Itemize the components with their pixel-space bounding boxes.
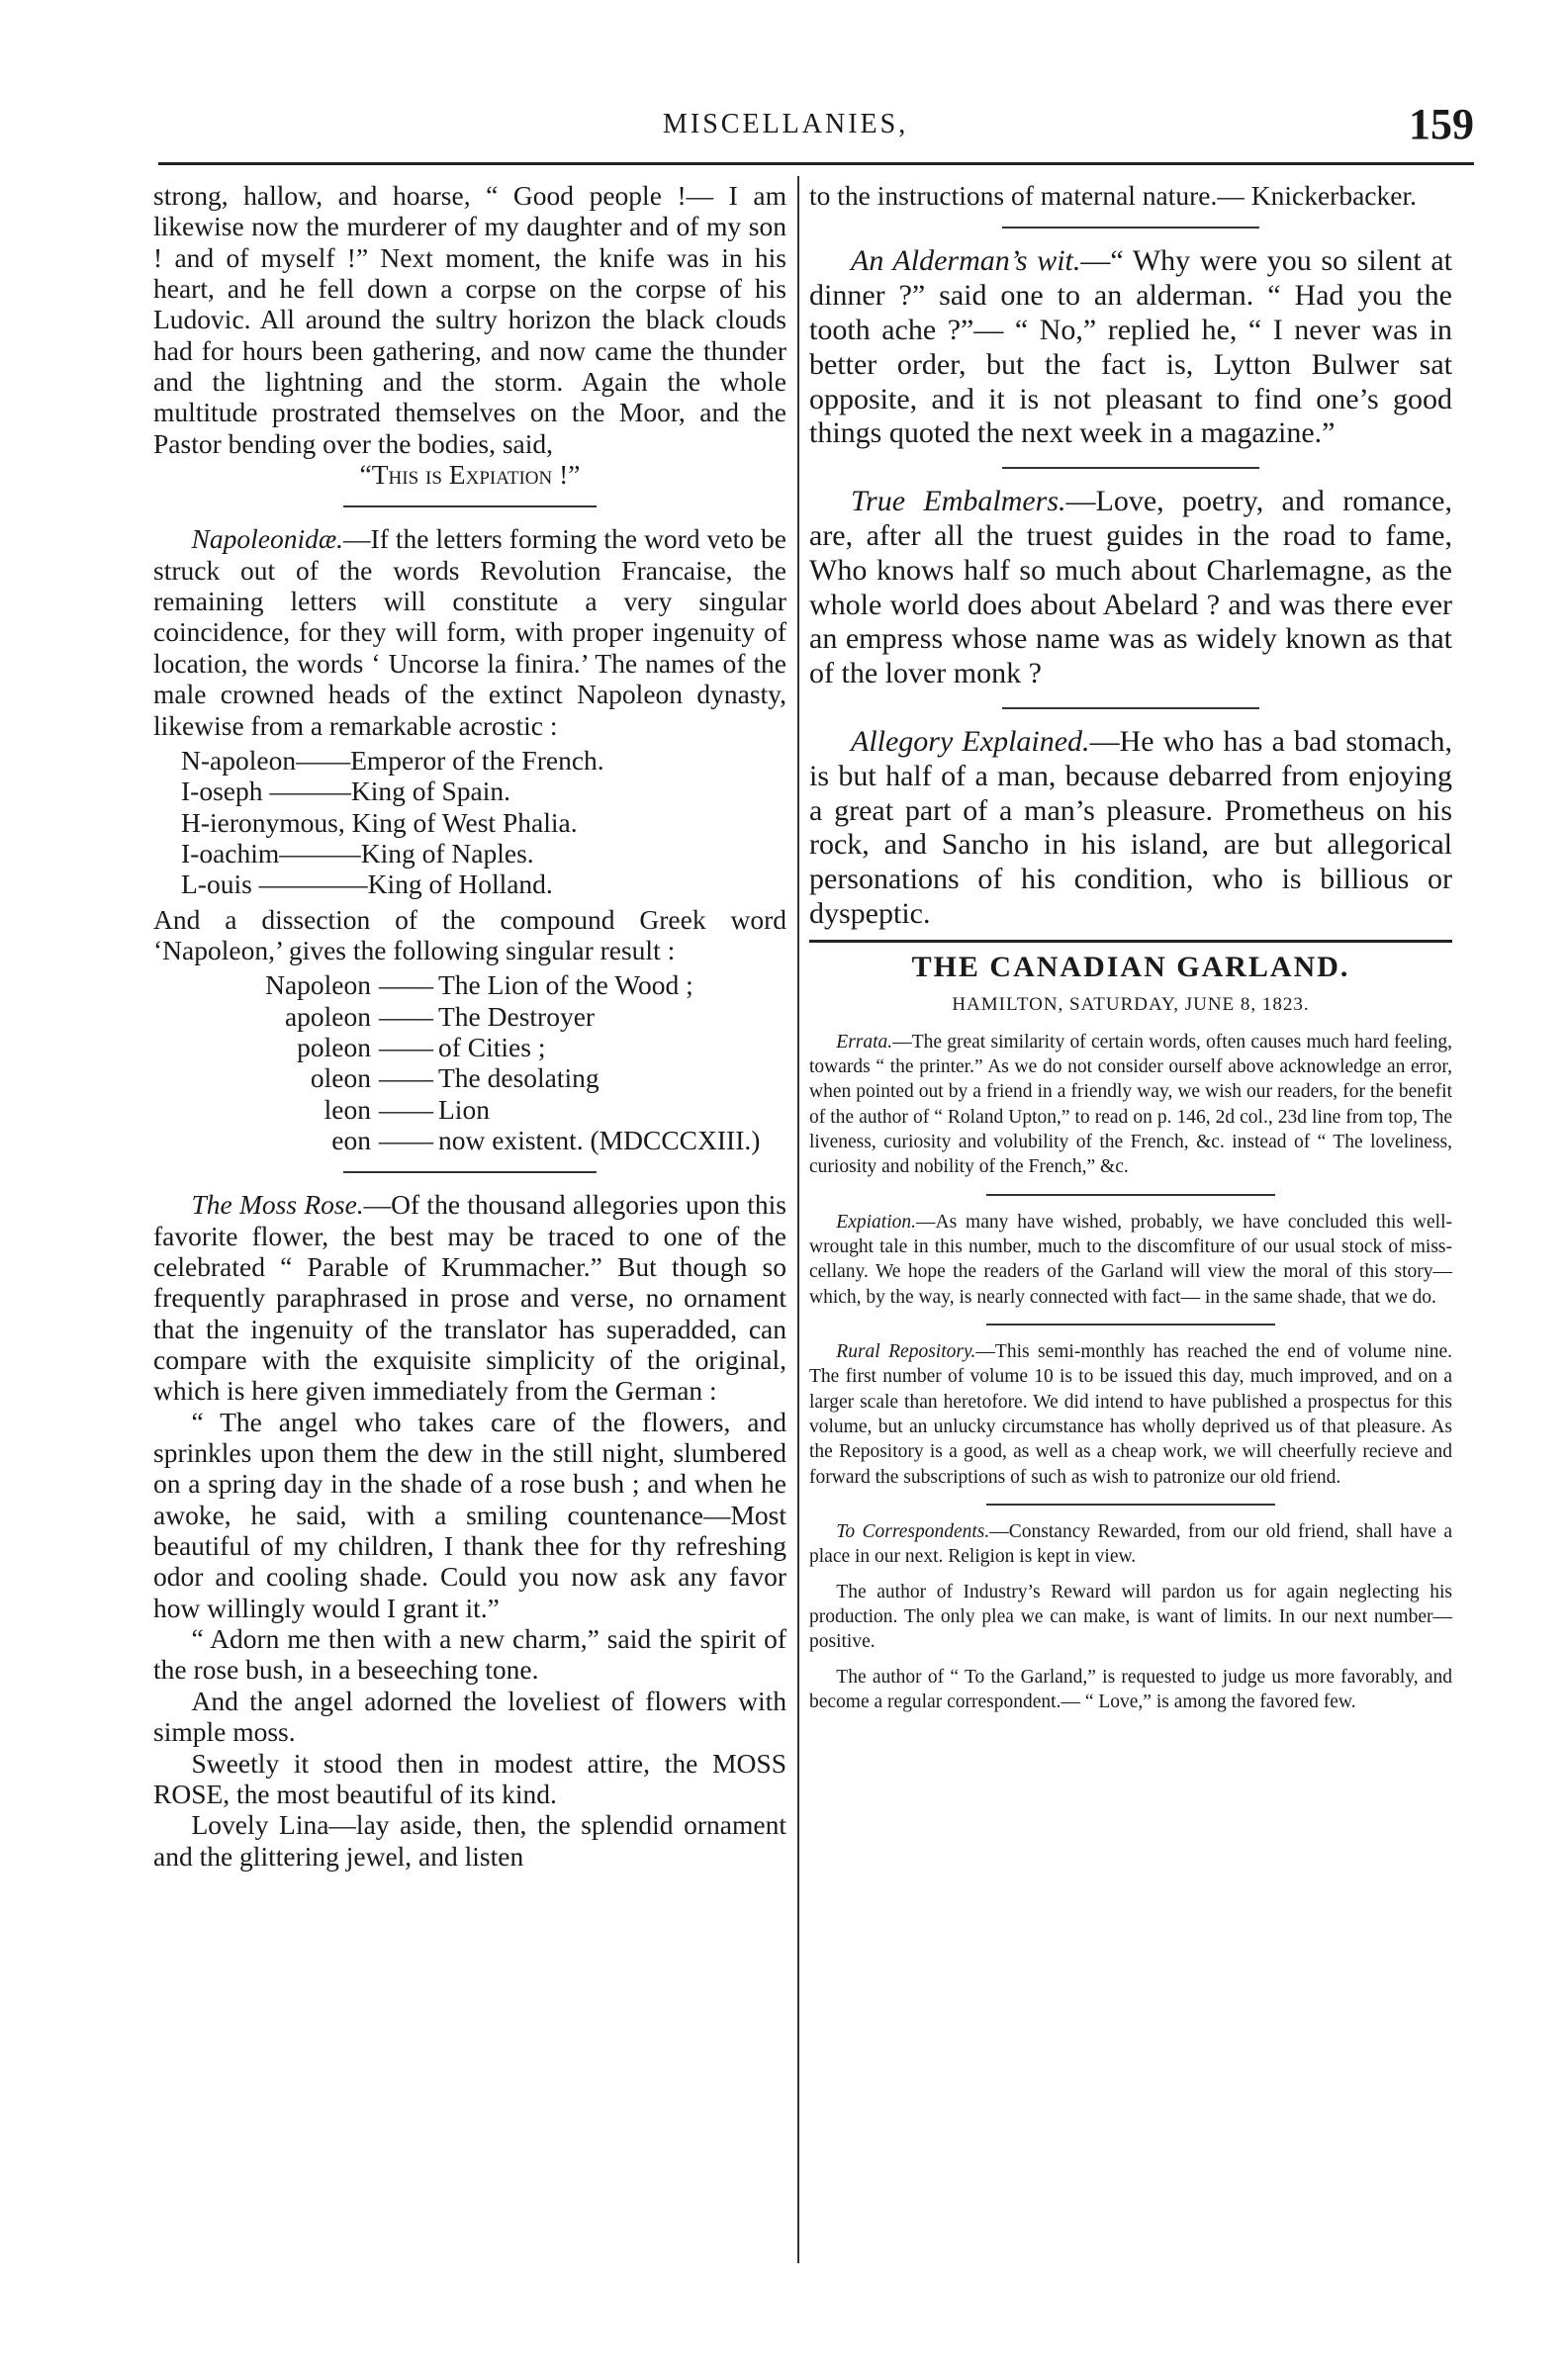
alderman-body: —“ Why were you so silent at dinner ?” said one to an alderman. “ Had you the tooth ache ?”— “ No,” replied he, “ I never was in better order, but the fact is, Lytton Bulwer sat opposite, and it is not pleasant to find one’s good things quoted the next week in a magazine.” [809,244,1452,450]
napoleonidae-article [153,523,786,740]
allegory-article [809,725,1452,932]
greek-meaning: The Lion of the Wood ; [438,969,693,1001]
greek-word: poleon [297,1031,371,1062]
errata-note [809,1030,1452,1180]
masthead [809,940,1452,1016]
moss-rose-paragraph: “ Adorn me then with a new charm,” said the spirit of the rose bush, in a beseeching tone. [153,1623,786,1686]
greek-meaning: Lion [438,1093,490,1125]
greek-row [183,1125,786,1155]
dash: —— [379,1000,433,1032]
greek-meaning: now existent. (MDCCCXIII.) [438,1124,761,1155]
allegory-body: —He who has a bad stomach, is but half of a man, because debarred from enjoying a great part of a man’s pleasure. Prometheus on his rock, and Sancho in his island, are but allegorical personations of his condition, who is billious or dyspeptic. [809,724,1452,930]
expiation-body: —As many have wished, probably, we have concluded this well-wrought tale in this number, much to the discomfiture of our usual stock of miss-cellany. We hope the readers of the Garland will view the moral of this story—which, by the way, is nearly connected with fact— in the same shade, that we do. [809,1211,1452,1308]
correspondents-paragraph: The author of “ To the Garland,” is requested to judge us more favorably, and become a regular correspondent.— “ Love,” is among the favored few. [809,1666,1452,1713]
correspondents-paragraph: The author of Industry’s Reward will pardon us for again neglecting his production. The only plea we can make, is want of limits. In our next number—positive. [809,1581,1452,1653]
moss-rose-title: The Moss Rose. [191,1189,364,1221]
acrostic-line: N-apoleon——Emperor of the French. [181,744,604,776]
moss-rose-paragraph: “ The angel who takes care of the flowers, and sprinkles upon them the dew in the still night, slumbered on a spring day in the shade of a rose bush ; and when he awoke, he said, with a smiling countenance—Most beautiful of my children, I thank thee for thy refreshing odor and cooling shade. Could you now ask any favor how willingly would I grant it.” [153,1406,786,1623]
napoleonidae-title: Napoleonidæ. [191,523,344,555]
greek-word: leon [323,1093,371,1125]
rural-repository-body: —This semi-monthly has reached the end of volume nine. The first number of volume 10 is to be issued this day, much improved, and on a larger scale than heretofore. We did intend to have published a prospectus for this volume, but an unlucky circumstance has wholly deprived us of that pleasure. As the Repository is a good, as well as a cheap work, we will cheerfully recieve and forward the subscriptions of such as wish to patronize our old friend. [809,1340,1453,1488]
section-separator [1002,707,1259,709]
dash: —— [379,969,433,1001]
greek-row [183,1094,786,1125]
greek-meaning: The desolating [438,1062,600,1094]
greek-word: eon [331,1124,371,1155]
section-separator [1002,227,1259,229]
editorial-notes [809,1030,1452,1715]
greek-row [183,1062,786,1093]
dash: —— [379,1031,433,1062]
page-number: 159 [1409,100,1474,148]
correspondents-title: To Correspondents. [836,1521,990,1543]
masthead-title: THE CANADIAN GARLAND. [911,950,1350,983]
left-column [153,180,786,1872]
greek-word: oleon [310,1062,371,1094]
moss-rose-article [153,1189,786,1406]
column-divider [797,176,799,2263]
moss-rose-paragraph: Sweetly it stood then in modest attire, the MOSS ROSE, the most beautiful of its kind. [153,1747,786,1809]
greek-word: Napoleon [265,969,371,1001]
dissection-text: And a dissection of the compound Greek word ‘Napoleon,’ gives the following singular result : [153,903,786,965]
alderman-article [809,244,1452,451]
section-separator [986,1504,1276,1506]
alderman-title: An Alderman’s wit. [851,244,1081,278]
expiation-title: Expiation. [836,1211,916,1233]
dash: —— [379,1062,433,1094]
page-header [158,100,1474,168]
greek-row [183,1032,786,1062]
embalmers-article [809,485,1452,691]
greek-row [183,1001,786,1032]
running-title: MISCELLANIES, [663,109,909,139]
moss-rose-body: —Of the thousand allegories upon this favorite flower, the best may be traced to one of the celebrated “ Parable of Krummacher.” But though so frequently paraphrased in prose and verse, no ornament that the ingenuity of the translator has superadded, can compare with the exquisite simplicity of the original, which is here given immediately from the German : [153,1189,786,1407]
expiation-note [809,1210,1452,1310]
dash: —— [379,1093,433,1125]
errata-body: —The great similarity of certain words, often causes much hard feeling, towards “ the printer.” As we do not consider ourself above acknowledge an error, when pointed out by a friend in a friendly way, we wish our readers, for the benefit of the author of “ Roland Upton,” to read on p. 146, 2d col., 23d line from top, The liveness, curiosity and volubility of the French, &c. instead of “ The loveliness, curiosity and nobility of the French,” &c. [809,1031,1452,1178]
section-separator [343,1171,597,1173]
story-closing-quote: “This is Expiation !” [359,459,581,491]
section-separator [986,1324,1276,1326]
greek-row [183,969,786,1000]
correspondents-note [809,1519,1452,1570]
rural-repository-note [809,1339,1452,1490]
story-continuation: strong, hallow, and hoarse, “ Good people !— I am likewise now the murderer of my daughter and of my son ! and of myself !” Next moment, the knife was in his heart, and he fell down a corpse on the corpse of his Ludovic. All around the sultry horizon the black clouds had for hours been gathering, and now came the thunder and the lightning and the storm. Again the whole multitude prostrated themselves on the Moor, and the Pastor bending over the bodies, said, [153,180,786,459]
section-separator [986,1194,1276,1196]
moss-rose-ending: to the instructions of maternal nature.— Knickerbacker. [809,180,1417,211]
greek-word: apoleon [284,1000,371,1032]
section-separator [343,505,597,507]
acrostic-line: I-oachim———King of Naples. [181,837,534,869]
errata-title: Errata. [836,1031,893,1052]
acrostic-list [181,745,786,900]
embalmers-body: —Love, poetry, and romance, are, after all the truest guides in the road to fame, Who knows half so much about Charlemagne, as the whole world does about Abelard ? and was there ever an empress whose name was as widely known as that of the lover monk ? [809,485,1452,690]
right-column [809,180,1452,1724]
acrostic-line: H-ieronymous, King of West Phalia. [181,806,578,838]
allegory-title: Allegory Explained. [851,724,1090,758]
section-separator [1002,467,1259,469]
greek-dissection-table [183,969,786,1155]
greek-meaning: of Cities ; [438,1031,546,1062]
moss-rose-paragraph: And the angel adorned the loveliest of flowers with simple moss. [153,1685,786,1748]
rural-repository-title: Rural Repository. [836,1340,976,1362]
greek-meaning: The Destroyer [438,1000,596,1032]
right-anecdotes [809,244,1452,931]
masthead-rule [809,940,1452,943]
moss-rose-paragraph: Lovely Lina—lay aside, then, the splendid ornament and the glittering jewel, and listen [153,1809,786,1872]
correspondents-body: —Constancy Rewarded, from our old friend, shall have a place in our next. Religion is kept in view. [809,1521,1453,1568]
embalmers-title: True Embalmers. [851,485,1066,518]
dash: —— [379,1124,433,1155]
acrostic-line: I-oseph ———King of Spain. [181,776,511,807]
header-rule [158,162,1474,165]
napoleonidae-body: —If the letters forming the word veto be struck out of the words Revolution Francaise, the remaining letters will constitute a very singular coincidence, for they will form, with proper ingenuity of location, the words ‘ Uncorse la finira.’ The names of the male crowned heads of the extinct Napoleon dynasty, likewise from a remarkable acrostic : [153,523,786,741]
acrostic-line: L-ouis ————King of Holland. [181,869,553,900]
dateline: HAMILTON, SATURDAY, JUNE 8, 1823. [952,993,1310,1015]
